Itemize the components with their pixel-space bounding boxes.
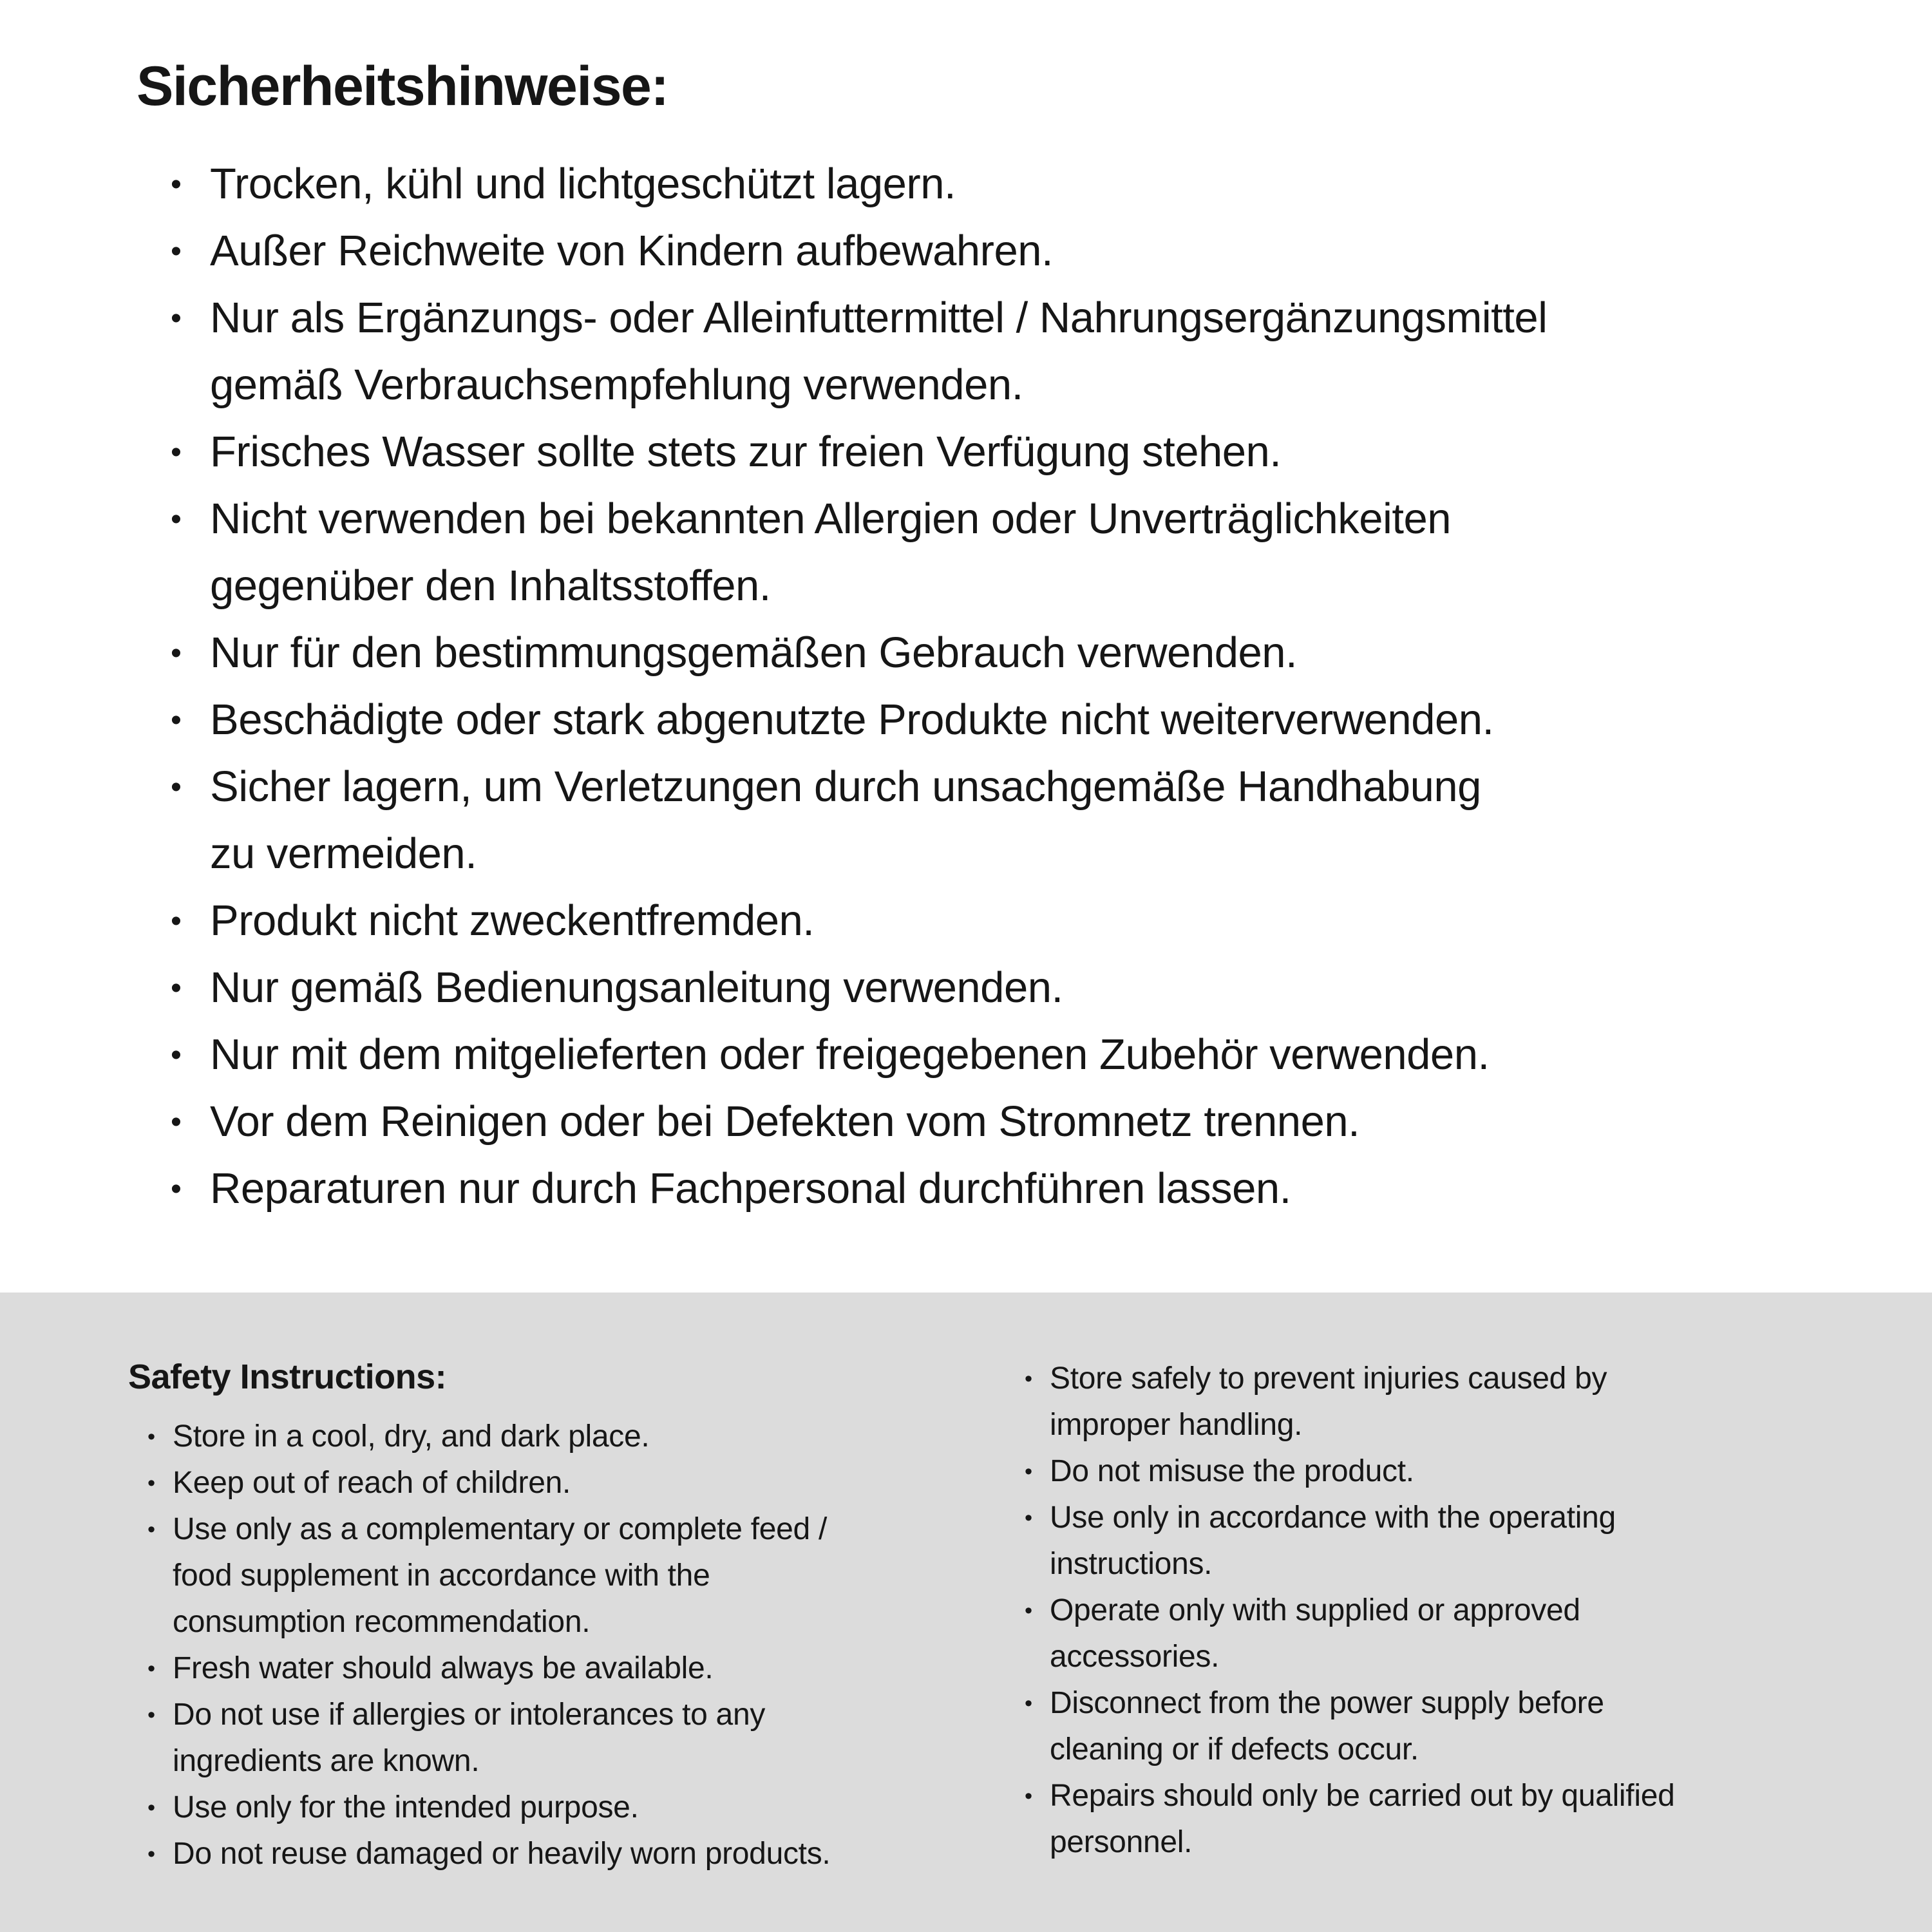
list-item xyxy=(137,1155,1874,1222)
text-line: Keep out of reach of children. xyxy=(173,1466,571,1500)
list-item xyxy=(137,218,1874,285)
list-item xyxy=(137,1088,1874,1155)
list-item-text xyxy=(210,620,1874,687)
english-columns xyxy=(0,1293,1932,1877)
list-item-text xyxy=(1050,1587,1906,1680)
list-item xyxy=(137,887,1874,954)
list-item-text xyxy=(210,954,1874,1021)
bullet-marker: • xyxy=(171,971,182,1005)
text-line: ingredients are known. xyxy=(173,1744,480,1778)
bullet-marker: • xyxy=(147,1842,155,1866)
list-item xyxy=(1005,1356,1906,1448)
bullet-marker: • xyxy=(147,1703,155,1727)
list-item-text xyxy=(210,151,1874,218)
english-right-column xyxy=(1005,1356,1906,1866)
text-line: Store safely to prevent injuries caused by xyxy=(1050,1361,1607,1396)
text-line: Vor dem Reinigen oder bei Defekten vom Stromnetz trennen. xyxy=(210,1097,1360,1146)
english-left-column xyxy=(128,1356,1005,1877)
bullet-marker: • xyxy=(1025,1367,1032,1391)
text-line: cleaning or if defects occur. xyxy=(1050,1732,1419,1766)
english-safety-list-right xyxy=(1005,1356,1906,1866)
text-line: Beschädigte oder stark abgenutzte Produkte nicht weiterverwenden. xyxy=(210,696,1494,744)
list-item-text xyxy=(173,1506,1005,1645)
list-item xyxy=(137,419,1874,486)
list-item-text xyxy=(210,1021,1874,1088)
list-item-text xyxy=(173,1460,1005,1506)
english-title: Safety Instructions: xyxy=(128,1358,447,1396)
bullet-marker: • xyxy=(171,636,182,670)
text-line: accessories. xyxy=(1050,1640,1220,1674)
list-item-text xyxy=(210,887,1874,954)
english-safety-list-left xyxy=(128,1414,1005,1877)
german-title: Sicherheitshinweise: xyxy=(137,55,668,117)
bullet-marker: • xyxy=(147,1795,155,1820)
text-line: Do not misuse the product. xyxy=(1050,1454,1414,1488)
text-line: Sicher lagern, um Verletzungen durch unsachgemäße Handhabung xyxy=(210,762,1481,811)
list-item-text xyxy=(1050,1773,1906,1866)
text-line: Trocken, kühl und lichtgeschützt lagern. xyxy=(210,160,956,208)
list-item xyxy=(137,486,1874,620)
bullet-marker: • xyxy=(1025,1506,1032,1530)
bullet-marker: • xyxy=(171,1104,182,1139)
list-item-text xyxy=(210,218,1874,285)
text-line: Außer Reichweite von Kindern aufbewahren. xyxy=(210,227,1054,275)
list-item xyxy=(1005,1448,1906,1495)
text-line: Nur mit dem mitgelieferten oder freigegebenen Zubehör verwenden. xyxy=(210,1030,1490,1079)
text-line: Nur gemäß Bedienungsanleitung verwenden. xyxy=(210,963,1063,1012)
bullet-marker: • xyxy=(147,1471,155,1495)
list-item-text xyxy=(210,486,1874,620)
list-item xyxy=(137,620,1874,687)
bullet-marker: • xyxy=(1025,1459,1032,1484)
list-item xyxy=(128,1645,1005,1692)
text-line: consumption recommendation. xyxy=(173,1605,591,1639)
list-item-text xyxy=(173,1785,1005,1831)
list-item-text xyxy=(210,1088,1874,1155)
text-line: gemäß Verbrauchsempfehlung verwenden. xyxy=(210,361,1023,409)
list-item xyxy=(128,1506,1005,1645)
list-item-text xyxy=(1050,1680,1906,1773)
list-item xyxy=(1005,1495,1906,1587)
list-item-text xyxy=(210,285,1874,419)
list-item xyxy=(137,753,1874,887)
list-item xyxy=(137,687,1874,753)
list-item-text xyxy=(173,1831,1005,1877)
list-item xyxy=(137,954,1874,1021)
bullet-marker: • xyxy=(1025,1784,1032,1808)
list-item xyxy=(137,1021,1874,1088)
english-section xyxy=(0,1293,1932,1932)
bullet-marker: • xyxy=(171,301,182,336)
bullet-marker: • xyxy=(147,1656,155,1681)
bullet-marker: • xyxy=(171,703,182,737)
german-safety-list xyxy=(137,151,1874,1222)
text-line: food supplement in accordance with the xyxy=(173,1558,710,1593)
bullet-marker: • xyxy=(171,234,182,269)
list-item xyxy=(128,1692,1005,1785)
list-item-text xyxy=(1050,1448,1906,1495)
bullet-marker: • xyxy=(171,1171,182,1206)
text-line: Reparaturen nur durch Fachpersonal durchführen lassen. xyxy=(210,1164,1291,1213)
bullet-marker: • xyxy=(171,167,182,202)
german-section xyxy=(137,54,1874,1222)
text-line: Produkt nicht zweckentfremden. xyxy=(210,896,815,945)
list-item xyxy=(128,1414,1005,1460)
text-line: Do not use if allergies or intolerances to any xyxy=(173,1698,766,1732)
bullet-marker: • xyxy=(171,502,182,536)
bullet-marker: • xyxy=(147,1517,155,1542)
text-line: Nur als Ergänzungs- oder Alleinfuttermittel / Nahrungsergänzungsmittel xyxy=(210,294,1548,342)
text-line: zu vermeiden. xyxy=(210,829,477,878)
bullet-marker: • xyxy=(171,770,182,804)
bullet-marker: • xyxy=(171,1037,182,1072)
bullet-marker: • xyxy=(1025,1691,1032,1716)
text-line: instructions. xyxy=(1050,1547,1213,1581)
text-line: personnel. xyxy=(1050,1825,1193,1859)
bullet-marker: • xyxy=(171,435,182,469)
list-item xyxy=(137,151,1874,218)
text-line: improper handling. xyxy=(1050,1408,1303,1442)
text-line: Use only in accordance with the operating xyxy=(1050,1501,1616,1535)
bullet-marker: • xyxy=(1025,1598,1032,1623)
bullet-marker: • xyxy=(171,904,182,938)
text-line: Nur für den bestimmungsgemäßen Gebrauch verwenden. xyxy=(210,629,1298,677)
bullet-marker: • xyxy=(147,1425,155,1449)
text-line: gegenüber den Inhaltsstoffen. xyxy=(210,562,771,610)
list-item-text xyxy=(210,687,1874,753)
list-item-text xyxy=(1050,1356,1906,1448)
text-line: Do not reuse damaged or heavily worn products. xyxy=(173,1837,831,1871)
text-line: Fresh water should always be available. xyxy=(173,1651,714,1685)
list-item-text xyxy=(210,753,1874,887)
text-line: Nicht verwenden bei bekannten Allergien oder Unverträglichkeiten xyxy=(210,495,1452,543)
text-line: Use only as a complementary or complete feed / xyxy=(173,1512,828,1546)
list-item xyxy=(128,1831,1005,1877)
list-item xyxy=(137,285,1874,419)
list-item-text xyxy=(210,1155,1874,1222)
text-line: Repairs should only be carried out by qualified xyxy=(1050,1779,1675,1813)
list-item-text xyxy=(173,1645,1005,1692)
text-line: Use only for the intended purpose. xyxy=(173,1790,639,1824)
list-item-text xyxy=(210,419,1874,486)
list-item xyxy=(1005,1773,1906,1866)
list-item xyxy=(128,1785,1005,1831)
list-item-text xyxy=(173,1692,1005,1785)
text-line: Store in a cool, dry, and dark place. xyxy=(173,1419,650,1454)
text-line: Frisches Wasser sollte stets zur freien Verfügung stehen. xyxy=(210,428,1282,476)
text-line: Disconnect from the power supply before xyxy=(1050,1686,1604,1720)
list-item xyxy=(128,1460,1005,1506)
list-item xyxy=(1005,1680,1906,1773)
list-item-text xyxy=(173,1414,1005,1460)
text-line: Operate only with supplied or approved xyxy=(1050,1593,1580,1627)
list-item-text xyxy=(1050,1495,1906,1587)
list-item xyxy=(1005,1587,1906,1680)
